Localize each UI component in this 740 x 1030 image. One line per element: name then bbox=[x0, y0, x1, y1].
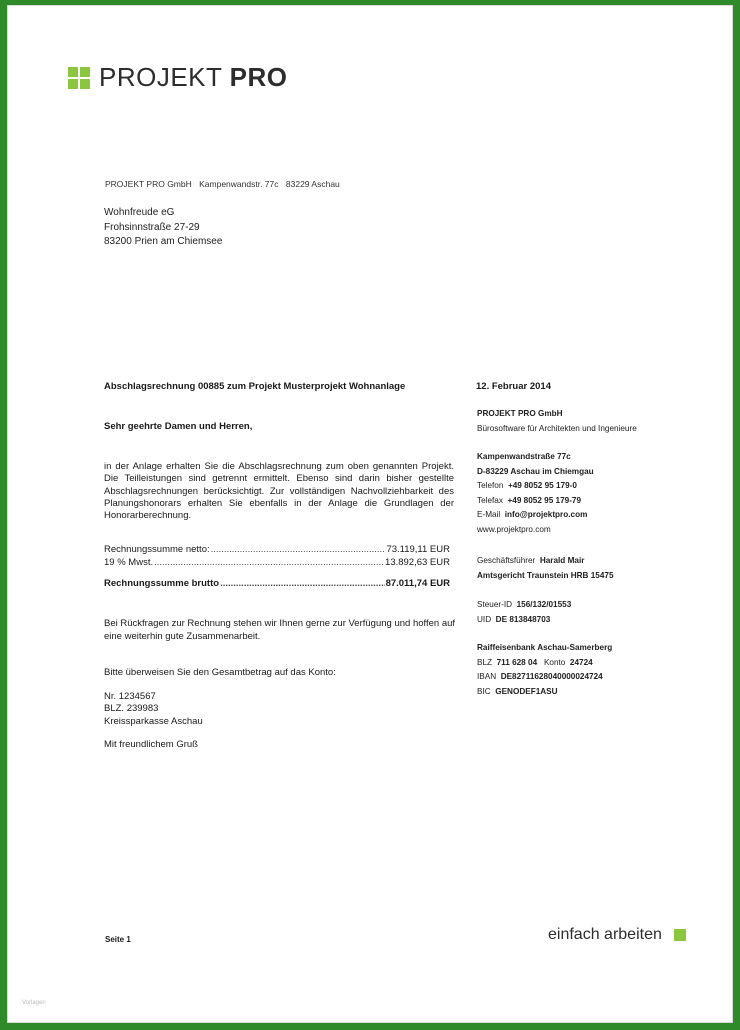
page-number: Seite 1 bbox=[105, 935, 131, 944]
web-link[interactable]: www.projektpro.com bbox=[477, 524, 551, 534]
green-square-icon bbox=[674, 929, 686, 941]
recipient-address bbox=[104, 206, 222, 250]
transfer-paragraph: Bitte überweisen Sie den Gesamtbetrag auf das Konto: bbox=[104, 667, 336, 678]
slogan: einfach arbeiten bbox=[548, 926, 686, 944]
letter-page bbox=[8, 6, 732, 1022]
bank-account: Nr. 1234567 BLZ. 239983 Kreissparkasse Aschau bbox=[104, 691, 203, 727]
email-link[interactable]: info@projektpro.com bbox=[504, 510, 588, 519]
company-logo bbox=[68, 62, 288, 93]
vat-row: 19 % Mwst. ..... 13.892,63 EUR bbox=[104, 557, 450, 570]
side-bank: Raiffeisenbank Aschau-Samerberg BLZ 711 628 04 Konto 24724 IBAN DE82711628040000024724 BIC GENODEF1ASU bbox=[477, 643, 613, 696]
body-paragraph: in der Anlage erhalten Sie die Abschlagsrechnung zum oben genannten Projekt. Die Teilleistungen sind getrennt ermittelt. Ebenso sind darin bisher gestellte Abschlagsrechnungen berücksichtigt. Zur vollständigen Nachvollziehbarkeit des Planungshonorars erhalten Sie ebenfalls in der Anlage die Grundlagen der Honorarberechnung. bbox=[104, 461, 454, 522]
footer-note: Vorlagen bbox=[22, 1000, 46, 1006]
side-management: Geschäftsführer Harald Mair Amtsgericht Traunstein HRB 15475 bbox=[477, 556, 614, 580]
side-tax: Steuer-ID 156/132/01553 UID DE 813848703 bbox=[477, 600, 572, 624]
side-company: PROJEKT PRO GmbH Bürosoftware für Architekten und Ingenieure bbox=[477, 409, 637, 433]
recipient-name: Wohnfreude eG bbox=[104, 207, 175, 218]
closing-phrase: Mit freundlichem Gruß bbox=[104, 739, 198, 750]
recipient-city: 83200 Prien am Chiemsee bbox=[104, 236, 223, 247]
salutation: Sehr geehrte Damen und Herren, bbox=[104, 421, 253, 432]
letter-date: 12. Februar 2014 bbox=[476, 381, 551, 392]
side-contact: Kampenwandstraße 77c D-83229 Aschau im Chiemgau Telefon +49 8052 95 179-0 Telefax +49 8052 95 179-79 E-Mail info@projektpro.com www.projektpro.com bbox=[477, 450, 594, 537]
sender-line: PROJEKT PRO GmbH Kampenwandstr. 77c 83229 Aschau bbox=[105, 179, 340, 189]
recipient-street: Frohsinnstraße 27-29 bbox=[104, 221, 200, 233]
invoice-sums bbox=[104, 544, 450, 591]
logo-grid-icon bbox=[68, 67, 90, 89]
questions-paragraph: Bei Rückfragen zur Rechnung stehen wir Ihnen gerne zur Verfügung und hoffen auf eine weiterhin gute Zusammenarbeit. bbox=[104, 618, 456, 642]
gross-sum-row: Rechnungssumme brutto ..... 87.011,74 EUR bbox=[104, 578, 450, 591]
letter-subject: Abschlagsrechnung 00885 zum Projekt Musterprojekt Wohnanlage bbox=[104, 381, 406, 392]
logo-wordmark: PROJEKT PRO bbox=[99, 62, 288, 92]
net-sum-row: Rechnungssumme netto: ..... 73.119,11 EUR bbox=[104, 544, 450, 557]
